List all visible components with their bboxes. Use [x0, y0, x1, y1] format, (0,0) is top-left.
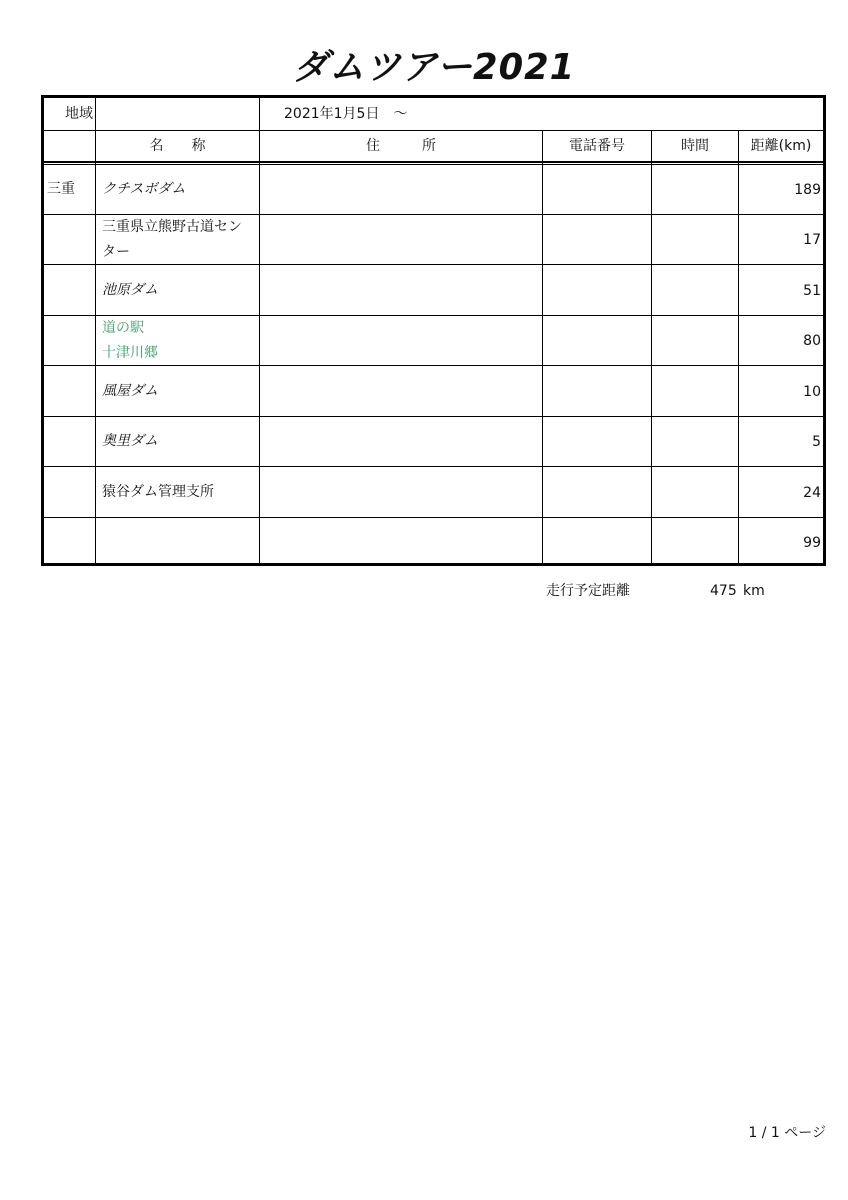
- total-distance-value: 475: [710, 583, 737, 599]
- col-header-time: 時間: [681, 138, 709, 154]
- row-distance: 24: [803, 485, 821, 501]
- divider: [44, 466, 823, 467]
- region-header: 地域: [65, 106, 93, 122]
- tour-date: 2021年1月5日 ～: [284, 106, 408, 122]
- divider: [44, 164, 823, 165]
- row-distance: 5: [812, 434, 821, 450]
- divider: [542, 130, 543, 563]
- row-name: 奥里ダム: [102, 433, 158, 449]
- row-name: 風屋ダム: [102, 383, 158, 399]
- row-name: 道の駅: [102, 320, 144, 336]
- col-header-phone: 電話番号: [569, 138, 625, 154]
- row-name-line2: ター: [102, 244, 130, 260]
- col-header-distance: 距離(km): [750, 138, 812, 154]
- divider: [44, 161, 823, 163]
- divider: [95, 98, 96, 563]
- row-distance: 10: [803, 384, 821, 400]
- divider: [44, 416, 823, 417]
- row-distance: 99: [803, 535, 821, 551]
- total-distance-unit: km: [743, 583, 765, 599]
- col-header-address: 住 所: [366, 138, 436, 154]
- divider: [651, 130, 652, 563]
- tour-table: [41, 95, 826, 566]
- col-header-name: 名 称: [149, 138, 206, 154]
- divider: [44, 365, 823, 366]
- total-distance-label: 走行予定距離: [546, 583, 630, 599]
- divider: [259, 98, 260, 563]
- row-name-line2: 十津川郷: [102, 345, 158, 361]
- divider: [44, 130, 823, 131]
- divider: [44, 517, 823, 518]
- divider: [44, 315, 823, 316]
- row-name: 池原ダム: [102, 282, 158, 298]
- row-name: 猿谷ダム管理支所: [102, 484, 214, 500]
- row-distance: 189: [794, 182, 821, 198]
- page-title: ダムツアー2021: [292, 47, 576, 88]
- row-distance: 80: [803, 333, 821, 349]
- row-name: 三重県立熊野古道セン: [102, 219, 242, 235]
- divider: [44, 264, 823, 265]
- page-number: 1 / 1 ページ: [748, 1125, 826, 1141]
- row-distance: 17: [803, 232, 821, 248]
- row-name: クチスボダム: [102, 181, 186, 197]
- row-distance: 51: [803, 283, 821, 299]
- row-region: 三重: [47, 181, 75, 197]
